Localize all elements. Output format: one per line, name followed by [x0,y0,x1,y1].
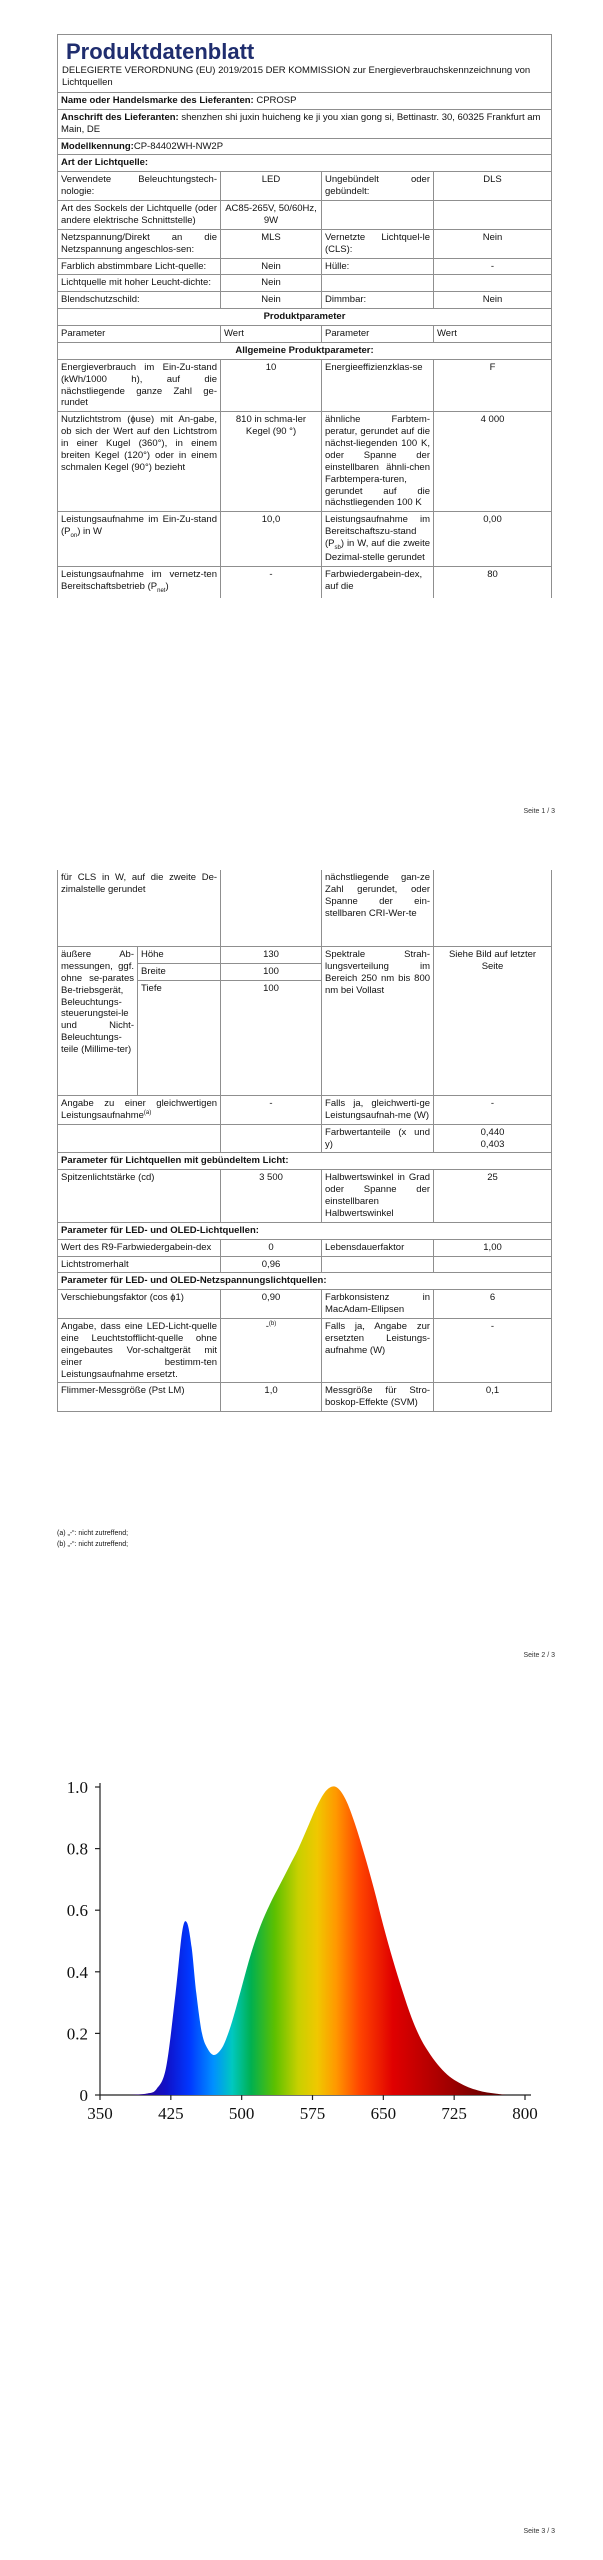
on-mode-power-label: Leistungsaufnahme im Ein-Zu-stand $(P_{on})$ in W [58,512,221,567]
standby-power-label: Leistungsaufnahme im Bereitschaftszu-stand $(P_{sb})$ in W, auf die zweite Dezimal-stelle gerundet [322,512,434,567]
empty-cell [322,201,434,230]
lumen-maintenance-label: Lichtstromerhalt [58,1256,221,1273]
model-identifier: CP-84402WH-NW2P [133,140,224,152]
x-tick-label: 650 [370,2104,397,2123]
y-tick-label: 0 [79,2086,88,2105]
x-tick-label: 425 [158,2104,184,2123]
supplier-name-label: Name oder Handelsmarke des Lieferanten: [61,94,254,106]
light-source-type-header: Art der Lichtquelle: [58,155,552,172]
y-tick-label: 0.6 [66,1901,88,1921]
peak-intensity-label: Spitzenlichtstärke (cd) [58,1170,221,1223]
page-footer: Seite 1 / 3 [523,808,555,815]
standby-power-value: 0,00 [434,512,552,567]
color-tunable-value: Nein [221,258,322,275]
supplier-address-label: Anschrift des Lieferanten: [61,111,179,123]
general-parameters-header: Allgemeine Produktparameter: [58,342,552,359]
replacement-claim-value: -$^{(b)}$ [221,1319,322,1383]
empty-cell [434,1256,552,1273]
lumen-maintenance-value: 0,96 [221,1256,322,1273]
footnote-a: (a) „-“: nicht zutreffend; [57,1530,129,1537]
connected-value: Nein [434,229,552,258]
empty-cell [58,1124,221,1153]
x-tick-label: 575 [299,2104,326,2123]
socket-label: Art des Sockels der Lichtquelle (oder andere elektrische Schnittstelle) [58,201,221,230]
unbundled-value: DLS [434,172,552,201]
spectrum-area [128,1786,506,2095]
replacement-watt-label: Falls ja, Angabe zur ersetzten Leistungs-aufnahme (W) [322,1319,434,1383]
equivalent-watt-label: Falls ja, gleichwerti-ge Leistungsaufnah-me (W) [322,1095,434,1124]
stroboscopic-value: 0,1 [434,1383,552,1412]
width-label: Breite [138,963,221,980]
empty-cell [322,275,434,292]
envelope-label: Hülle: [322,258,434,275]
equivalent-power-label: Angabe zu einer gleichwertigen Leistungsaufnahme$^{(a)}$ [58,1095,221,1124]
mains-label: Netzspannung/Direkt an die Netzspannung angeschlos-sen: [58,229,221,258]
y-tick-label: 0.8 [66,1839,88,1859]
flicker-value: 1,0 [221,1383,322,1412]
dimmable-label: Dimmbar: [322,292,434,309]
page-footer: Seite 2 / 3 [523,1652,555,1659]
beam-angle-label: Halbwertswinkel in Grad oder Spanne der einstellbaren Halbwertswinkel [322,1170,434,1223]
survival-factor-value: 1,00 [434,1239,552,1256]
footnote-b: (b) „-“: nicht zutreffend; [57,1541,129,1549]
mains-value: MLS [221,229,322,258]
product-parameters-header: Produktparameter [58,309,552,326]
networked-standby-label-cont: für CLS in W, auf die zweite De-zimalstelle gerundet [58,870,221,947]
survival-factor-label: Lebensdauerfaktor [322,1239,434,1256]
displacement-factor-value: 0,90 [221,1290,322,1319]
parameter-column-header: Parameter [58,326,221,343]
width-value: 100 [221,963,322,980]
x-tick-label: 800 [512,2104,538,2123]
led-parameters-header: Parameter für LED- und OLED-Lichtquellen: [58,1222,552,1239]
replacement-watt-value: - [434,1319,552,1383]
r9-value: 0 [221,1239,322,1256]
height-value: 130 [221,947,322,964]
networked-standby-label: Leistungsaufnahme im vernetz-ten Bereitschaftsbetrieb $(P_{net})$ [58,567,221,598]
peak-intensity-value: 3 500 [221,1170,322,1223]
model-label: Modellkennung: [61,140,134,152]
tech-label: Verwendete Beleuchtungstech-nologie: [58,172,221,201]
empty-cell [434,201,552,230]
cri-label-cont: nächstliegende gan-ze Zahl gerundet, oder Spanne der ein-stellbaren CRI-Wer-te [322,870,434,947]
cct-label: ähnliche Farbtem-peratur, gerundet auf die nächst-liegenden 100 K, oder Spanne der einstellbaren ähnli-chen Farbtempera-turen, gerundet auf die nächstliegenden 100 K [322,412,434,512]
datasheet-table-page-2 [57,870,552,1412]
useful-flux-label: Nutzlichtstrom (ɸuse) mit An-gabe, ob sich der Wert auf den Lichtstrom in einer Kugel (360°), in einem breiten Kegel (120°) oder in einem schmalen Kegel (90°) bezieht [58,412,221,512]
depth-value: 100 [221,980,322,1095]
y-tick-label: 0.2 [66,2024,88,2044]
spectral-distribution-label: Spektrale Strah-lungsverteilung im Bereich 250 nm bis 800 nm bei Vollast [322,947,434,1096]
datasheet-table-page-1 [57,34,552,598]
value-column-header: Wert [221,326,322,343]
high-luminance-value: Nein [221,275,322,292]
y-tick-label: 0.4 [66,1962,88,1982]
spectral-distribution-value: Siehe Bild auf letzter Seite [434,947,552,1096]
cri-value: 80 [434,567,552,598]
x-tick-label: 500 [228,2104,255,2123]
supplier-address: shenzhen shi juxin huicheng ke ji you xian gong si, Bettinastr. 30, 60325 Frankfurt am Main, DE [61,111,541,135]
efficiency-class-label: Energieeffizienzklas-se [322,359,434,412]
page-1 [0,0,603,820]
spectral-distribution-chart [40,1775,540,2135]
glare-label: Blendschutzschild: [58,292,221,309]
mains-led-parameters-header: Parameter für LED- und OLED-Netzspannungslichtquellen: [58,1273,552,1290]
beam-angle-value: 25 [434,1170,552,1223]
empty-cell [322,1256,434,1273]
dimensions-label: äußere Ab-messungen, ggf. ohne se-parates Be-triebsgerät, Beleuchtungs-steuerungstei-le und Nicht-Beleuchtungs-teile (Millime-ter) [58,947,138,1096]
parameter-column-header: Parameter [322,326,434,343]
useful-flux-value: 810 in schma-ler Kegel (90 °) [221,412,322,512]
glare-value: Nein [221,292,322,309]
supplier-name: CPROSP [256,94,297,106]
x-tick-label: 725 [441,2104,467,2123]
dls-parameters-header: Parameter für Lichtquellen mit gebündeltem Licht: [58,1153,552,1170]
high-luminance-label: Lichtquelle mit hoher Leucht-dichte: [58,275,221,292]
r9-label: Wert des R9-Farbwiedergabein-dex [58,1239,221,1256]
on-mode-power-value: 10,0 [221,512,322,567]
page-2 [0,820,603,1680]
page-footer: Seite 3 / 3 [523,2528,555,2535]
equivalent-watt-value: - [434,1095,552,1124]
empty-cell [221,870,322,947]
flicker-label: Flimmer-Messgröße (Pst LM) [58,1383,221,1412]
stroboscopic-label: Messgröße für Stro-boskop-Effekte (SVM) [322,1383,434,1412]
page-title: Produktdatenblatt [66,39,255,64]
chromaticity-label: Farbwertanteile (x und y) [322,1124,434,1153]
dimmable-value: Nein [434,292,552,309]
cri-label: Farbwiedergabein-dex, auf die [322,567,434,598]
efficiency-class-value: F [434,359,552,412]
energy-consumption-label: Energieverbrauch im Ein-Zu-stand (kWh/1000 h), auf die nächstliegende ganze Zahl ge-rundet [58,359,221,412]
value-column-header: Wert [434,326,552,343]
height-label: Höhe [138,947,221,964]
regulation-text: DELEGIERTE VERORDNUNG (EU) 2019/2015 DER KOMMISSION zur Energieverbrauchskennzeichnung von Lichtquellen [62,65,531,89]
color-consistency-label: Farbkonsistenz in MacAdam-Ellipsen [322,1290,434,1319]
color-consistency-value: 6 [434,1290,552,1319]
displacement-factor-label: Verschiebungsfaktor (cos ɸ1) [58,1290,221,1319]
footnotes [57,1528,128,1550]
depth-label: Tiefe [138,980,221,1095]
envelope-value: - [434,258,552,275]
tech-value: LED [221,172,322,201]
equivalent-power-value: - [221,1095,322,1124]
energy-consumption-value: 10 [221,359,322,412]
empty-cell [434,275,552,292]
page-3 [0,1680,603,2560]
replacement-claim-label: Angabe, dass eine LED-Licht-quelle eine Leuchtstofflicht-quelle ohne eingebautes Vor-schaltgerät mit einer bestimm-ten Leistungsaufnahme ersetzt. [58,1319,221,1383]
socket-value: AC85-265V, 50/60Hz, 9W [221,201,322,230]
y-tick-label: 1.0 [66,1778,88,1797]
empty-cell [434,870,552,947]
cct-value: 4 000 [434,412,552,512]
chromaticity-value: 0,440 0,403 [434,1124,552,1153]
unbundled-label: Ungebündelt oder gebündelt: [322,172,434,201]
x-tick-label: 350 [87,2104,113,2123]
empty-cell [221,1124,322,1153]
color-tunable-label: Farblich abstimmbare Licht-quelle: [58,258,221,275]
connected-label: Vernetzte Lichtquel-le (CLS): [322,229,434,258]
networked-standby-value: - [221,567,322,598]
